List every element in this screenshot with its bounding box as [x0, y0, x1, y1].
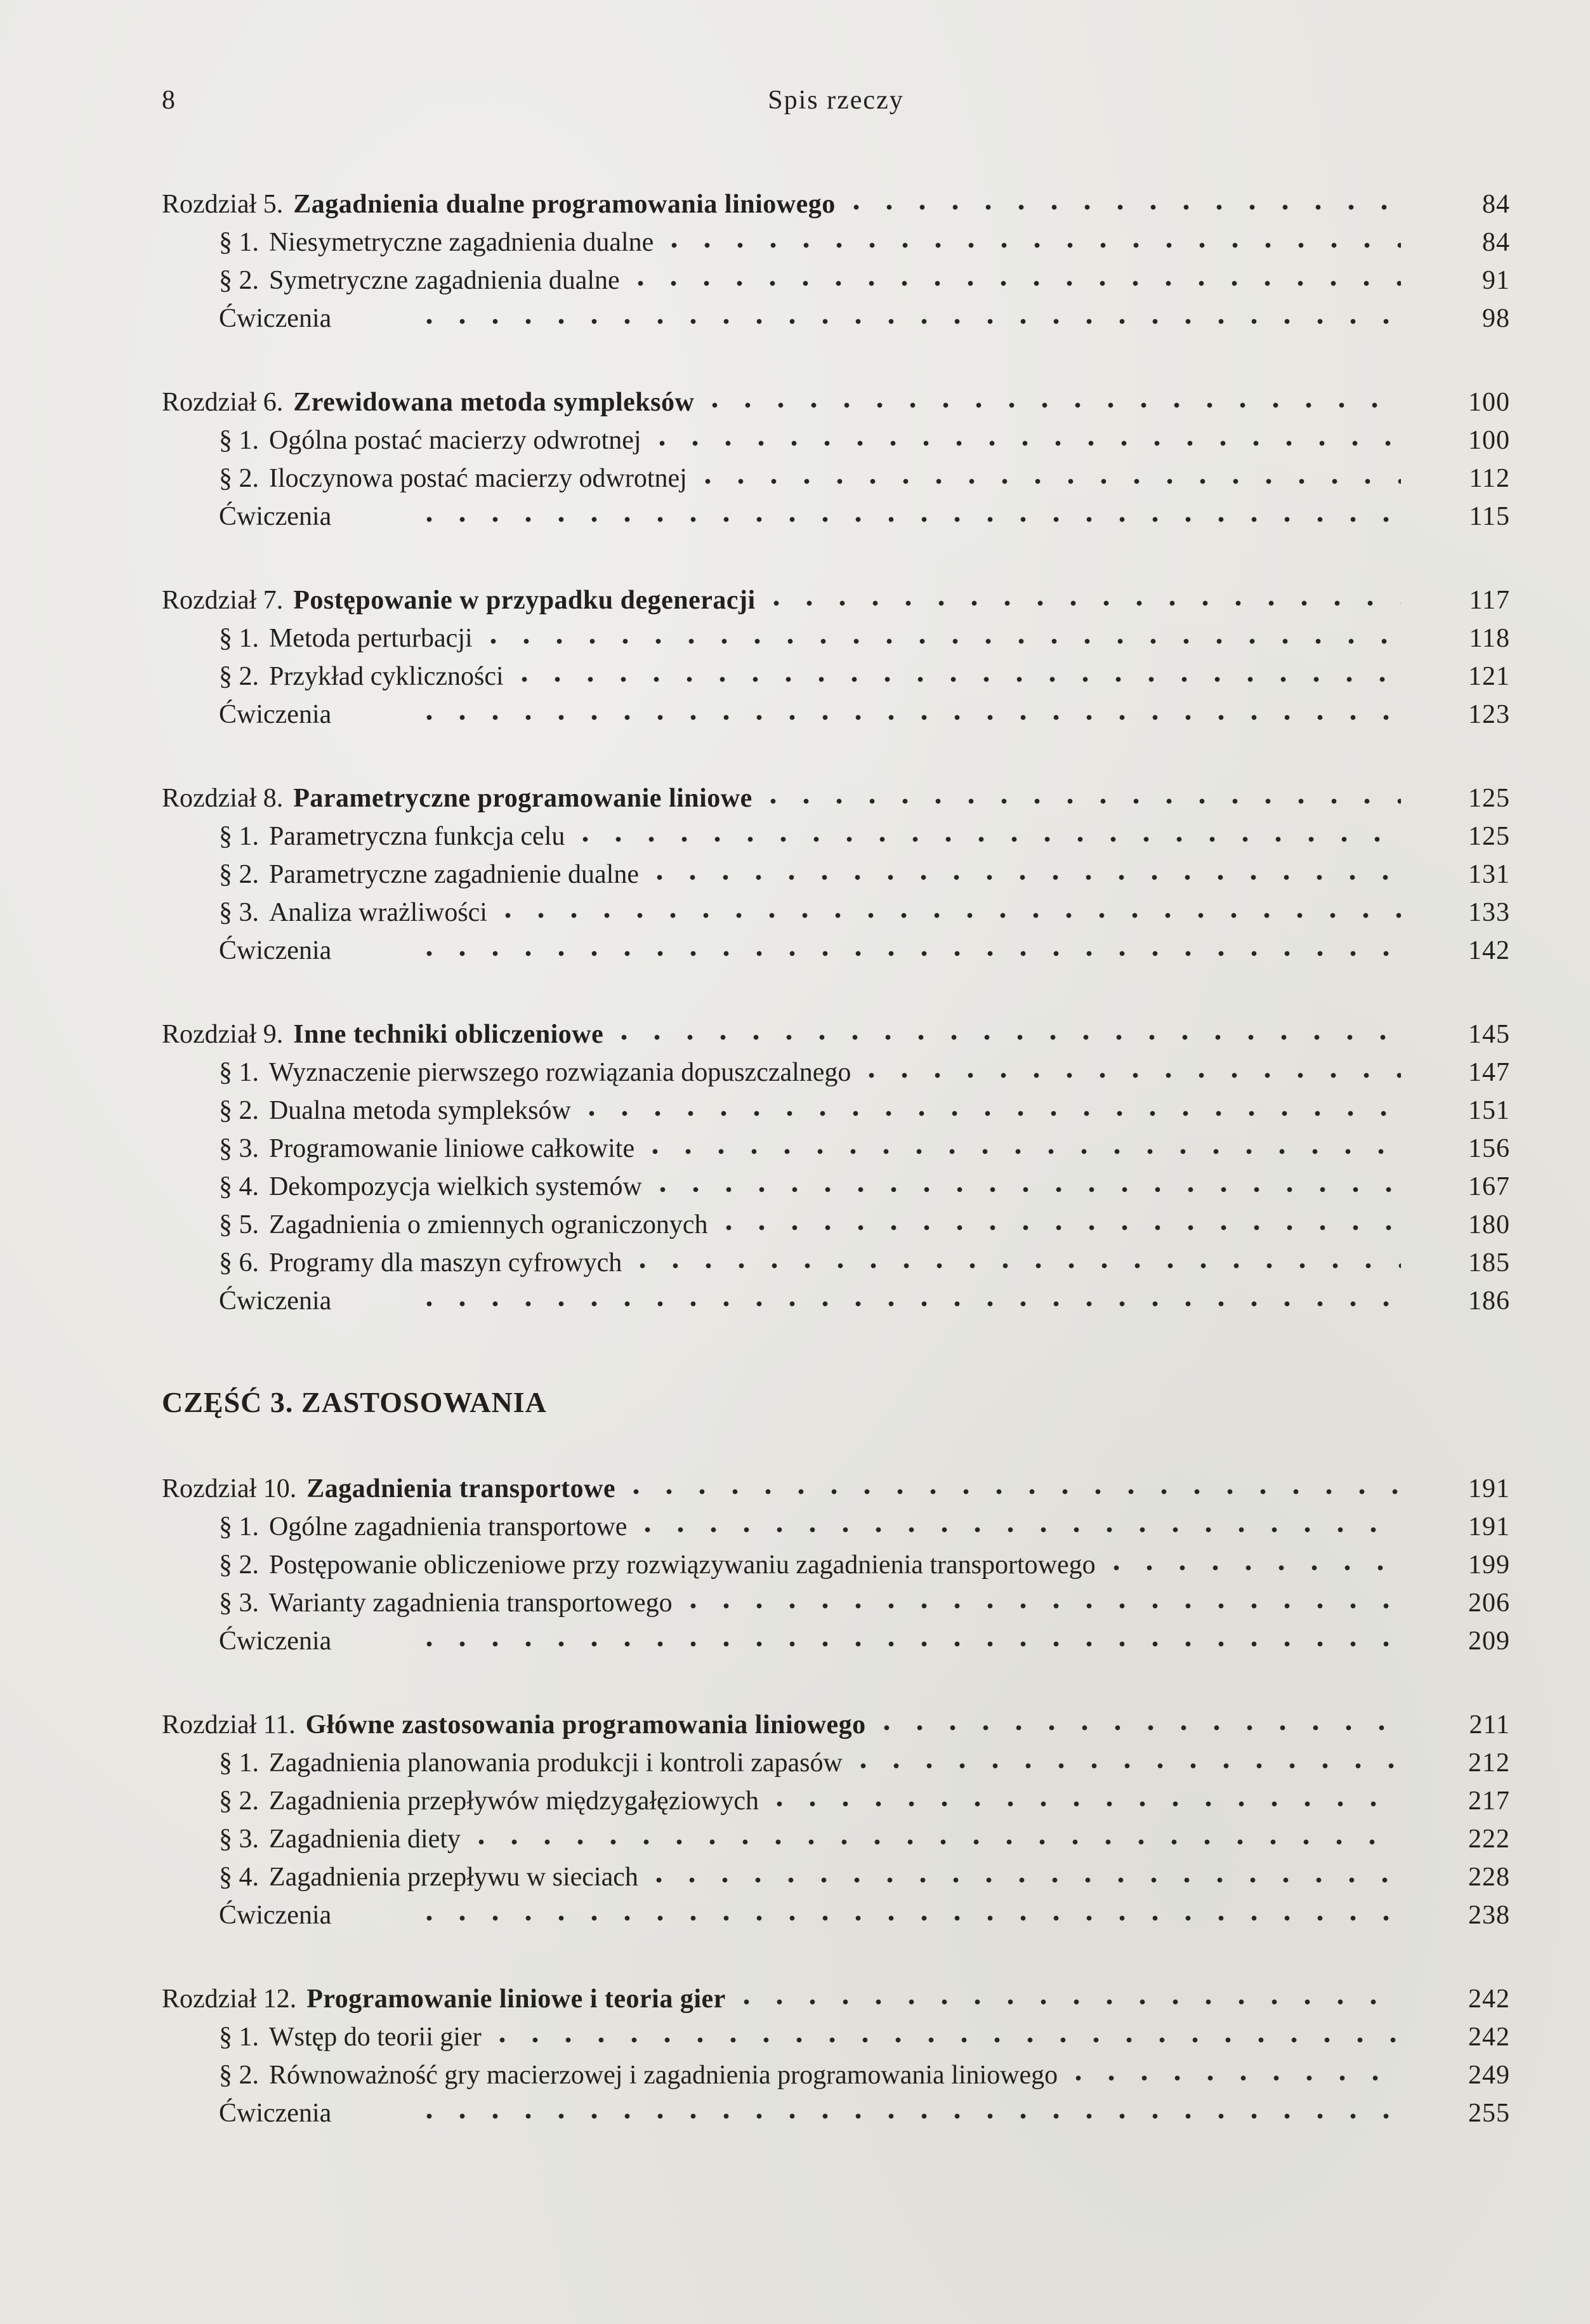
entry-title: Analiza wrażliwości	[268, 898, 487, 927]
entry-title: Niesymetryczne zagadnienia dualne	[268, 228, 654, 257]
page-number: 209	[1468, 1627, 1510, 1656]
toc-entry-row	[162, 1782, 1510, 1820]
entry-label: § 3.	[219, 898, 259, 927]
toc-entry-row	[162, 2056, 1510, 2094]
toc-chapter-block	[162, 779, 1510, 970]
entry-title: Ogólne zagadnienia transportowe	[268, 1512, 627, 1542]
chapter-label: Rozdział 10.	[162, 1474, 297, 1503]
entry-label: § 2.	[219, 266, 259, 295]
page-number: 151	[1468, 1096, 1510, 1125]
table-of-contents	[162, 185, 1510, 2132]
leader-dots	[426, 517, 1401, 522]
page-number: 91	[1482, 266, 1510, 295]
toc-entry-row	[162, 1206, 1510, 1244]
leader-dots	[671, 242, 1401, 248]
entry-label: § 4.	[219, 1172, 259, 1201]
leader-dots	[652, 1149, 1401, 1154]
page-number: 199	[1468, 1550, 1510, 1580]
entry-title: Zagadnienia o zmiennych ograniczonych	[268, 1210, 708, 1239]
toc-entry-row	[162, 1820, 1510, 1858]
leader-dots	[426, 715, 1401, 720]
page-number: 255	[1468, 2099, 1510, 2128]
leader-dots	[426, 1301, 1401, 1307]
toc-chapter-block	[162, 383, 1510, 536]
entry-title: Programowanie liniowe całkowite	[268, 1134, 635, 1163]
toc-entry-row	[162, 657, 1510, 696]
toc-entry-row	[162, 1130, 1510, 1168]
page-number: 131	[1468, 860, 1510, 889]
entry-label: § 1.	[219, 2023, 259, 2052]
toc-entry-row	[162, 1546, 1510, 1584]
toc-entry-row	[162, 459, 1510, 498]
toc-entry-row	[162, 223, 1510, 261]
page-number: 84	[1482, 190, 1510, 219]
toc-entry-row	[162, 932, 1510, 970]
page-number: 112	[1469, 464, 1510, 493]
page-number: 133	[1468, 898, 1510, 927]
page-number: 100	[1468, 388, 1510, 417]
entry-label: § 2.	[219, 1096, 259, 1125]
toc-entry-row	[162, 1508, 1510, 1546]
toc-chapter-row	[162, 581, 1510, 619]
page-number: 180	[1468, 1210, 1510, 1239]
entry-label: § 1.	[219, 228, 259, 257]
leader-dots	[657, 875, 1401, 880]
page-number: 98	[1482, 304, 1510, 333]
leader-dots	[777, 1801, 1401, 1807]
leader-dots	[773, 600, 1401, 606]
leader-dots	[884, 1725, 1401, 1731]
toc-chapter-block	[162, 185, 1510, 338]
toc-entry-row	[162, 817, 1510, 855]
entry-title: Przykład cykliczności	[268, 662, 504, 691]
page-number: 191	[1468, 1474, 1510, 1503]
page-number: 115	[1469, 502, 1510, 531]
entry-label: § 1.	[219, 1058, 259, 1087]
leader-dots	[869, 1073, 1401, 1078]
running-header	[162, 81, 1510, 119]
leader-dots	[638, 281, 1401, 286]
entry-title: Ćwiczenia	[219, 700, 332, 729]
entry-title: Postępowanie obliczeniowe przy rozwiązywaniu zagadnienia transportowego	[268, 1550, 1096, 1580]
leader-dots	[426, 319, 1401, 324]
page-number: 121	[1468, 662, 1510, 691]
folio-page-number: 8	[162, 86, 175, 115]
page-number: 211	[1469, 1710, 1510, 1740]
leader-dots	[659, 440, 1401, 446]
entry-label: § 3.	[219, 1825, 259, 1854]
entry-label: § 2.	[219, 1786, 259, 1816]
page-number: 222	[1468, 1825, 1510, 1854]
entry-title: Wyznaczenie pierwszego rozwiązania dopuszczalnego	[268, 1058, 851, 1087]
page-number: 147	[1468, 1058, 1510, 1087]
leader-dots	[426, 1641, 1401, 1647]
entry-title: Wstęp do teorii gier	[268, 2023, 482, 2052]
chapter-title: Zagadnienia transportowe	[306, 1474, 616, 1503]
running-title: Spis rzeczy	[768, 86, 904, 115]
toc-entry-row	[162, 421, 1510, 459]
entry-title: Symetryczne zagadnienia dualne	[268, 266, 620, 295]
toc-entry-row	[162, 2018, 1510, 2056]
leader-dots	[499, 2037, 1401, 2043]
entry-label: § 4.	[219, 1863, 259, 1892]
chapter-label: Rozdział 5.	[162, 190, 284, 219]
leader-dots	[712, 402, 1401, 408]
toc-entry-row	[162, 2094, 1510, 2132]
entry-title: Ogólna postać macierzy odwrotnej	[268, 426, 641, 455]
entry-label: § 2.	[219, 464, 259, 493]
leader-dots	[621, 1034, 1401, 1040]
toc-chapter-row	[162, 1980, 1510, 2018]
entry-label: § 2.	[219, 662, 259, 691]
leader-dots	[645, 1527, 1401, 1533]
toc-chapter-block	[162, 1980, 1510, 2132]
page-number: 186	[1468, 1286, 1510, 1316]
toc-chapter-block	[162, 1470, 1510, 1660]
leader-dots	[860, 1763, 1401, 1769]
toc-entry-row	[162, 261, 1510, 300]
leader-dots	[582, 836, 1401, 842]
page-number: 118	[1469, 624, 1510, 653]
entry-label: § 1.	[219, 1748, 259, 1778]
entry-label: § 3.	[219, 1588, 259, 1618]
toc-entry-row	[162, 696, 1510, 734]
leader-dots	[478, 1839, 1401, 1845]
entry-title: Dualna metoda sympleksów	[268, 1096, 571, 1125]
entry-title: Ćwiczenia	[219, 1901, 332, 1930]
page-number: 142	[1468, 936, 1510, 965]
entry-title: Warianty zagadnienia transportowego	[268, 1588, 673, 1618]
leader-dots	[490, 638, 1401, 644]
leader-dots	[589, 1111, 1401, 1116]
entry-label: § 6.	[219, 1248, 259, 1278]
leader-dots	[1075, 2075, 1401, 2081]
leader-dots	[1114, 1565, 1401, 1571]
entry-title: Ćwiczenia	[219, 502, 332, 531]
chapter-title: Parametryczne programowanie liniowe	[293, 784, 752, 813]
page-number: 249	[1468, 2061, 1510, 2090]
toc-entry-row	[162, 1744, 1510, 1782]
entry-title: Dekompozycja wielkich systemów	[268, 1172, 642, 1201]
toc-entry-row	[162, 1168, 1510, 1206]
leader-dots	[656, 1877, 1401, 1883]
toc-entry-row	[162, 855, 1510, 894]
page-number: 206	[1468, 1588, 1510, 1618]
toc-entry-row	[162, 1622, 1510, 1660]
part-heading: CZĘŚĆ 3. ZASTOSOWANIA	[162, 1386, 547, 1418]
page-number: 125	[1468, 784, 1510, 813]
entry-title: Równoważność gry macierzowej i zagadnienia programowania liniowego	[268, 2061, 1058, 2090]
entry-label: § 1.	[219, 624, 259, 653]
entry-label: § 1.	[219, 426, 259, 455]
entry-title: Metoda perturbacji	[268, 624, 473, 653]
toc-entry-row	[162, 1092, 1510, 1130]
entry-title: Zagadnienia przepływu w sieciach	[268, 1863, 638, 1892]
page-number: 167	[1468, 1172, 1510, 1201]
toc-chapter-row	[162, 1706, 1510, 1744]
page-number: 100	[1468, 426, 1510, 455]
page-number: 123	[1468, 700, 1510, 729]
leader-dots	[690, 1603, 1401, 1609]
chapter-label: Rozdział 9.	[162, 1020, 284, 1049]
entry-label: § 2.	[219, 1550, 259, 1580]
toc-chapter-row	[162, 185, 1510, 223]
leader-dots	[426, 2113, 1401, 2119]
chapter-title: Zagadnienia dualne programowania liniowego	[293, 190, 836, 219]
page-number: 84	[1482, 228, 1510, 257]
page-number: 242	[1468, 1984, 1510, 2014]
toc-entry-row	[162, 894, 1510, 932]
leader-dots	[640, 1263, 1401, 1269]
page-number: 228	[1468, 1863, 1510, 1892]
entry-title: Ćwiczenia	[219, 2099, 332, 2128]
entry-title: Ćwiczenia	[219, 1627, 332, 1656]
page-number: 217	[1468, 1786, 1510, 1816]
chapter-title: Zrewidowana metoda sympleksów	[293, 388, 695, 417]
chapter-label: Rozdział 12.	[162, 1984, 297, 2014]
leader-dots	[726, 1225, 1402, 1231]
leader-dots	[505, 913, 1401, 918]
page-number: 125	[1468, 822, 1510, 851]
page-number: 185	[1468, 1248, 1510, 1278]
entry-title: Zagadnienia planowania produkcji i kontroli zapasów	[268, 1748, 843, 1778]
entry-label: § 5.	[219, 1210, 259, 1239]
toc-part1-chapters	[162, 185, 1510, 1320]
leader-dots	[426, 951, 1401, 956]
entry-label: § 1.	[219, 1512, 259, 1542]
page-number: 191	[1468, 1512, 1510, 1542]
page-number: 156	[1468, 1134, 1510, 1163]
leader-dots	[522, 677, 1401, 682]
chapter-label: Rozdział 8.	[162, 784, 284, 813]
chapter-title: Inne techniki obliczeniowe	[293, 1020, 604, 1049]
leader-dots	[426, 1915, 1401, 1921]
entry-title: Iloczynowa postać macierzy odwrotnej	[268, 464, 687, 493]
chapter-title: Główne zastosowania programowania liniowego	[305, 1710, 866, 1740]
page-number: 238	[1468, 1901, 1510, 1930]
entry-label: § 1.	[219, 822, 259, 851]
chapter-label: Rozdział 7.	[162, 586, 284, 615]
toc-entry-row	[162, 619, 1510, 657]
toc-entry-row	[162, 1244, 1510, 1282]
entry-title: Programy dla maszyn cyfrowych	[268, 1248, 622, 1278]
toc-entry-row	[162, 1896, 1510, 1934]
toc-chapter-block	[162, 1015, 1510, 1320]
toc-entry-row	[162, 1584, 1510, 1622]
page-number: 242	[1468, 2023, 1510, 2052]
entry-title: Parametryczna funkcja celu	[268, 822, 565, 851]
toc-entry-row	[162, 1282, 1510, 1320]
entry-title: Ćwiczenia	[219, 304, 332, 333]
entry-title: Parametryczne zagadnienie dualne	[268, 860, 639, 889]
toc-chapter-row	[162, 779, 1510, 817]
entry-title: Zagadnienia diety	[268, 1825, 461, 1854]
toc-part2-chapters	[162, 1470, 1510, 2132]
toc-chapter-block	[162, 581, 1510, 734]
leader-dots	[660, 1187, 1401, 1192]
entry-title: Ćwiczenia	[219, 1286, 332, 1316]
toc-chapter-row	[162, 383, 1510, 421]
chapter-label: Rozdział 6.	[162, 388, 284, 417]
toc-entry-row	[162, 1053, 1510, 1092]
chapter-label: Rozdział 11.	[162, 1710, 296, 1740]
toc-chapter-row	[162, 1015, 1510, 1053]
leader-dots	[770, 798, 1401, 804]
chapter-title: Postępowanie w przypadku degeneracji	[293, 586, 756, 615]
entry-label: § 2.	[219, 860, 259, 889]
toc-chapter-row	[162, 1470, 1510, 1508]
leader-dots	[744, 1999, 1401, 2005]
leader-dots	[853, 204, 1401, 210]
page-number: 145	[1468, 1020, 1510, 1049]
toc-entry-row	[162, 300, 1510, 338]
toc-entry-row	[162, 498, 1510, 536]
toc-entry-row	[162, 1858, 1510, 1896]
page-number: 117	[1469, 586, 1510, 615]
entry-title: Ćwiczenia	[219, 936, 332, 965]
toc-chapter-block	[162, 1706, 1510, 1934]
leader-dots	[705, 479, 1401, 484]
page-number: 212	[1468, 1748, 1510, 1778]
entry-label: § 3.	[219, 1134, 259, 1163]
leader-dots	[633, 1489, 1401, 1495]
chapter-title: Programowanie liniowe i teoria gier	[306, 1984, 726, 2014]
entry-label: § 2.	[219, 2061, 259, 2090]
entry-title: Zagadnienia przepływów międzygałęziowych	[268, 1786, 759, 1816]
